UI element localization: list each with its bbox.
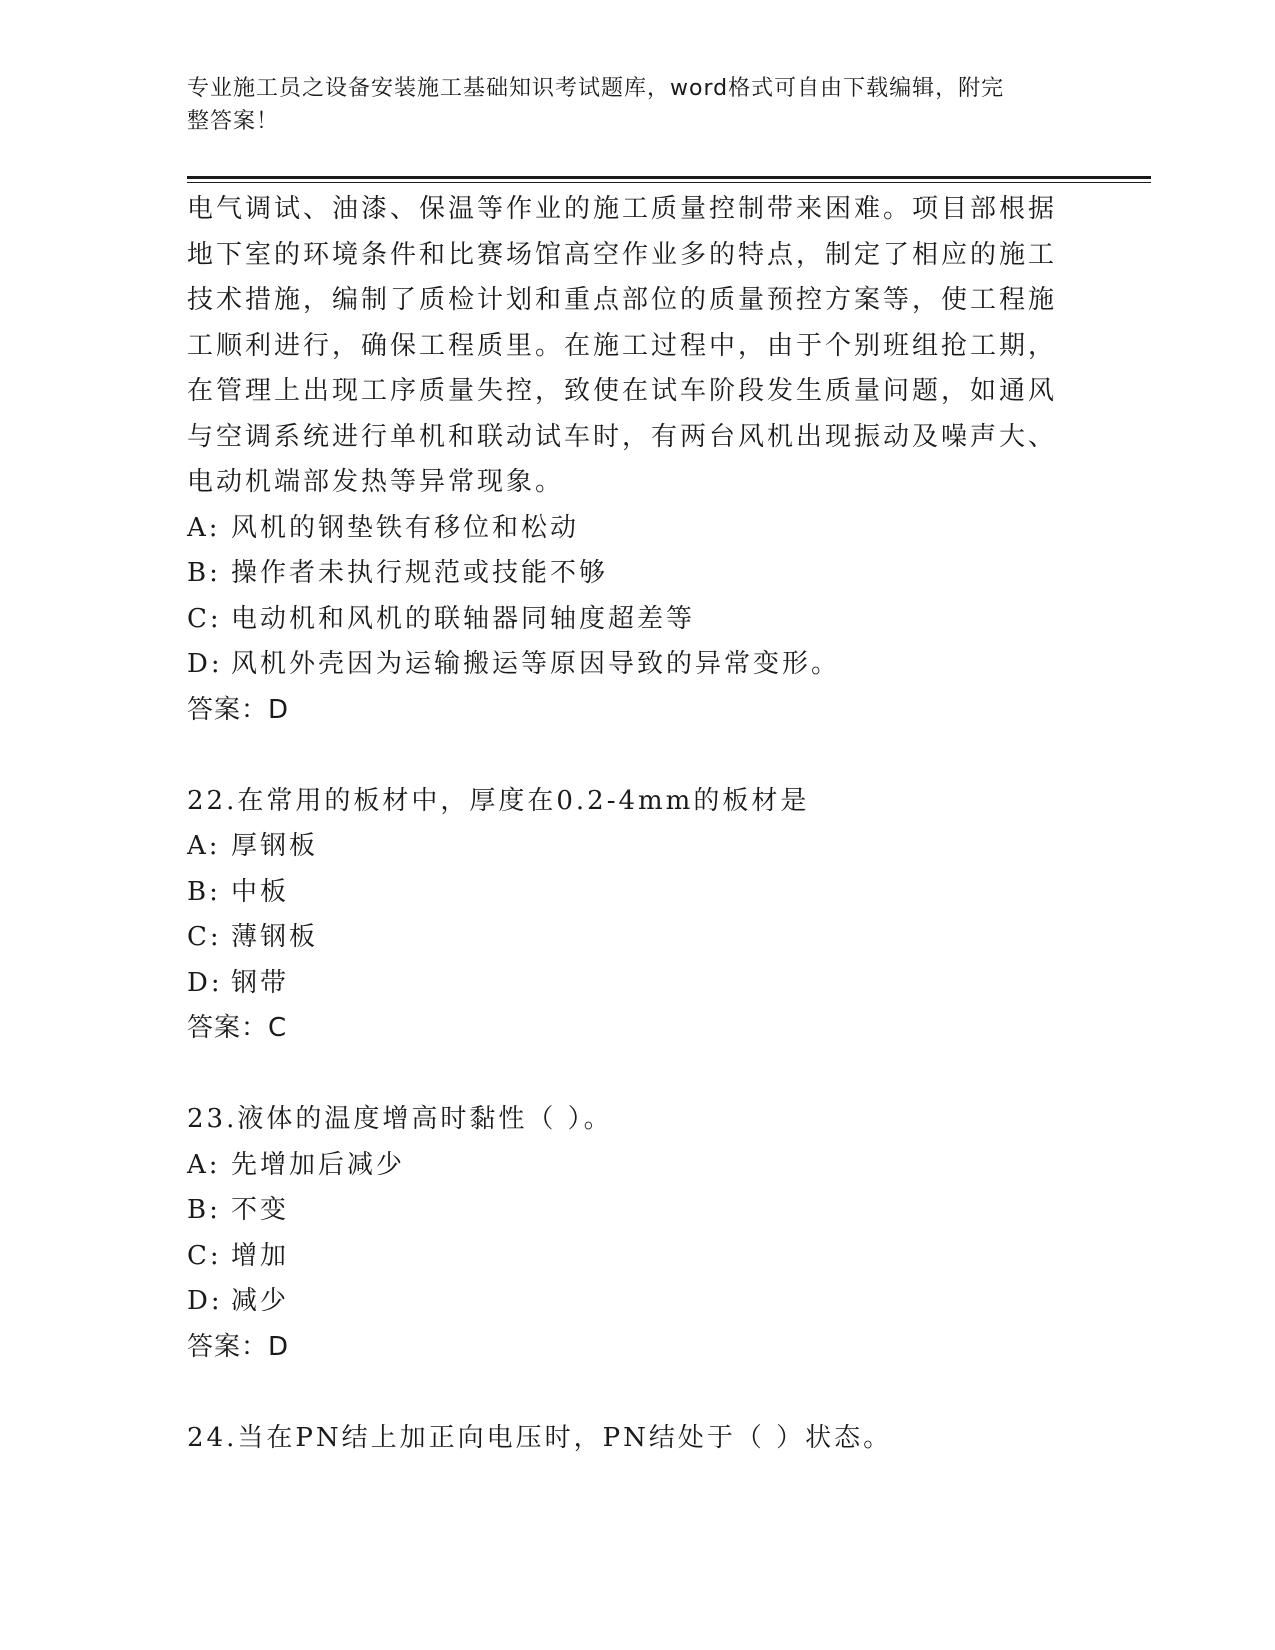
option-a <box>187 1143 1087 1189</box>
intro-line-1: 电气调试、油漆、保温等作业的施工质量控制带来困难。项目部根据 <box>187 194 1058 224</box>
option-key: D: <box>187 1286 223 1316</box>
option-text: 增加 <box>231 1240 290 1271</box>
option-key: C: <box>187 1240 222 1271</box>
header-line-2: 整答案！ <box>187 109 280 134</box>
question-stem: 23.液体的温度增高时黏性（ ）。 <box>187 1104 613 1134</box>
question-stem: 24.当在PN结上加正向电压时，PN结处于（ ）状态。 <box>187 1422 893 1453</box>
question-stem: 22.在常用的板材中，厚度在0.2-4mm的板材是 <box>187 785 810 816</box>
option-key: B: <box>187 876 221 907</box>
option-c <box>187 915 1087 961</box>
option-text: 风机的钢垫铁有移位和松动 <box>231 512 580 543</box>
document-body <box>187 187 1087 1461</box>
question-21-continuation <box>187 187 1087 733</box>
option-key: C: <box>187 922 222 952</box>
option-key: D: <box>187 649 223 679</box>
answer: 答案：D <box>187 694 290 725</box>
header-rule-thick <box>187 176 1151 179</box>
option-text: 薄钢板 <box>231 922 319 952</box>
option-key: B: <box>187 558 221 588</box>
option-key: C: <box>187 603 222 634</box>
option-b <box>187 551 1087 597</box>
option-key: A: <box>187 831 221 861</box>
spacer <box>187 1052 1087 1098</box>
option-key: D: <box>187 967 223 998</box>
option-key: A: <box>187 512 221 543</box>
option-d <box>187 1279 1087 1325</box>
option-key: A: <box>187 1149 221 1180</box>
question-22 <box>187 779 1087 1052</box>
intro-line-7: 电动机端部发热等异常现象。 <box>187 467 565 497</box>
option-c <box>187 597 1087 643</box>
option-b <box>187 1188 1087 1234</box>
document-header <box>187 72 1067 138</box>
option-text: 不变 <box>231 1195 290 1225</box>
option-a <box>187 506 1087 552</box>
intro-line-4: 工顺利进行，确保工程质里。在施工过程中，由于个别班组抢工期， <box>187 330 1058 361</box>
intro-line-2: 地下室的环境条件和比赛场馆高空作业多的特点，制定了相应的施工 <box>187 239 1058 270</box>
option-text: 电动机和风机的联轴器同轴度超差等 <box>231 603 696 634</box>
option-b <box>187 870 1087 916</box>
option-text: 中板 <box>231 876 290 907</box>
option-key: B: <box>187 1195 221 1225</box>
answer: 答案：C <box>187 1013 288 1043</box>
option-text: 先增加后减少 <box>231 1149 406 1180</box>
option-text: 钢带 <box>231 967 290 998</box>
option-d <box>187 642 1087 688</box>
header-rule-thin <box>187 182 1151 183</box>
intro-line-6: 与空调系统进行单机和联动试车时，有两台风机出现振动及噪声大、 <box>187 421 1058 452</box>
option-d <box>187 961 1087 1007</box>
question-23 <box>187 1097 1087 1370</box>
option-text: 操作者未执行规范或技能不够 <box>231 558 609 588</box>
question-24 <box>187 1416 1087 1462</box>
intro-line-5: 在管理上出现工序质量失控，致使在试车阶段发生质量问题，如通风 <box>187 376 1058 406</box>
option-a <box>187 824 1087 870</box>
option-text: 厚钢板 <box>231 831 319 861</box>
spacer <box>187 1370 1087 1416</box>
answer: 答案：D <box>187 1331 290 1362</box>
spacer <box>187 733 1087 779</box>
intro-line-3: 技术措施，编制了质检计划和重点部位的质量预控方案等，使工程施 <box>187 285 1058 315</box>
option-c <box>187 1234 1087 1280</box>
option-text: 风机外壳因为运输搬运等原因导致的异常变形。 <box>231 649 841 679</box>
option-text: 减少 <box>231 1286 290 1316</box>
header-line-1: 专业施工员之设备安装施工基础知识考试题库，word格式可自由下载编辑，附完 <box>187 76 1005 101</box>
